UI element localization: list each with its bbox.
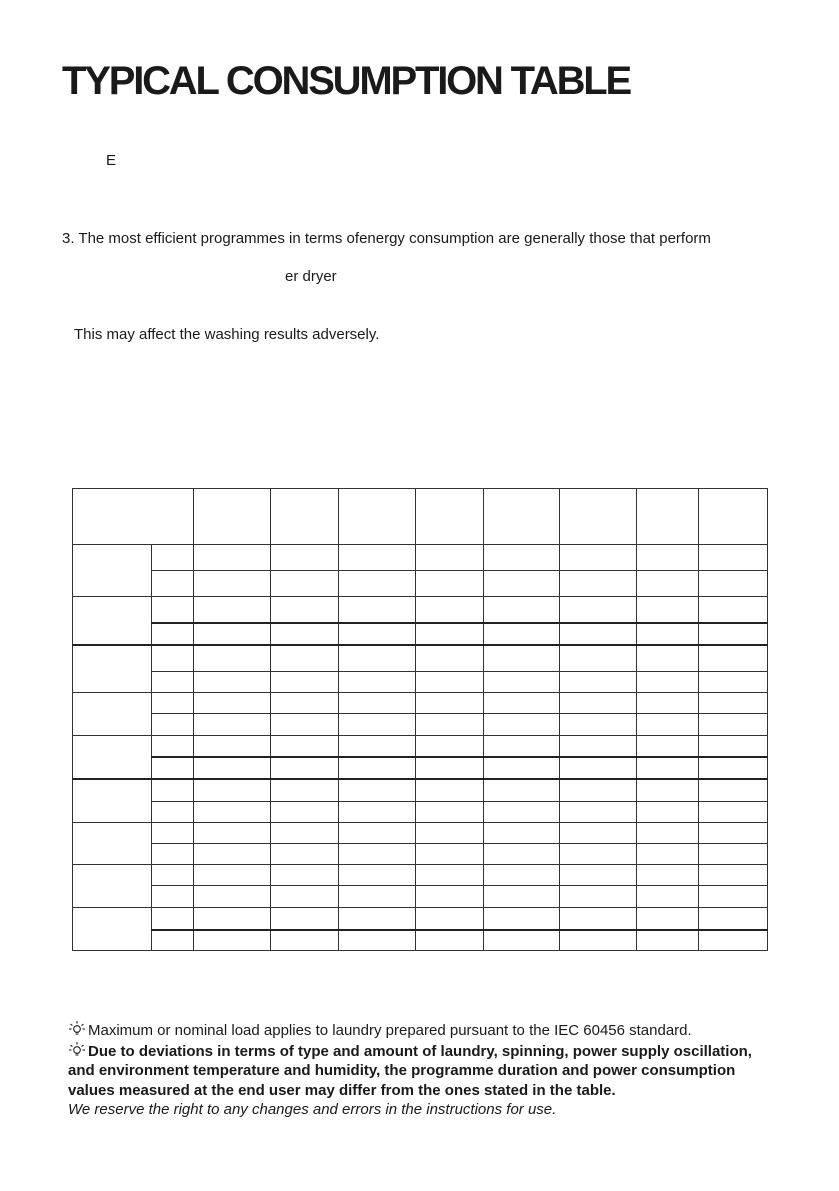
- table-header-cell: [416, 489, 484, 545]
- table-row: [73, 623, 768, 645]
- table-cell: [152, 571, 194, 597]
- warning-text: This may affect the washing results adversely.: [74, 326, 380, 343]
- table-header-row: [73, 489, 768, 545]
- table-cell: [194, 736, 271, 758]
- table-cell: [484, 545, 560, 571]
- efficiency-note: 3. The most efficient programmes in terms ofenergy consumption are generally those that perform: [62, 230, 711, 247]
- table-cell: [637, 623, 699, 645]
- table-cell: [560, 571, 637, 597]
- table-cell: [152, 597, 194, 624]
- table-cell: [560, 714, 637, 736]
- deviation-note-text: Due to deviations in terms of type and amount of laundry, spinning, power supply oscillation, and environment temperature and humidity, the programme duration and power consumption values measured at the end user may differ from the ones stated in the table.: [68, 1042, 752, 1099]
- programme-cell: [73, 693, 152, 736]
- text-fragment-dryer: er dryer: [285, 268, 337, 285]
- table-row: [73, 545, 768, 571]
- table-cell: [194, 623, 271, 645]
- table-cell: [271, 865, 339, 886]
- table-cell: [416, 886, 484, 908]
- table-cell: [560, 844, 637, 865]
- table-cell: [637, 714, 699, 736]
- table-cell: [194, 645, 271, 672]
- table-cell: [484, 844, 560, 865]
- table-cell: [152, 672, 194, 693]
- table-cell: [699, 736, 768, 758]
- table-cell: [484, 571, 560, 597]
- table-cell: [484, 597, 560, 624]
- table-cell: [416, 779, 484, 802]
- table-cell: [271, 672, 339, 693]
- table-row: [73, 672, 768, 693]
- table-cell: [194, 545, 271, 571]
- table-cell: [271, 714, 339, 736]
- table-cell: [637, 823, 699, 844]
- table-cell: [416, 693, 484, 714]
- table-row: [73, 823, 768, 844]
- table-cell: [194, 714, 271, 736]
- table-cell: [271, 930, 339, 951]
- table-cell: [637, 736, 699, 758]
- table-cell: [560, 930, 637, 951]
- table-header-cell: [699, 489, 768, 545]
- table-cell: [560, 757, 637, 779]
- table-cell: [152, 623, 194, 645]
- programme-cell: [73, 908, 152, 951]
- table-cell: [152, 865, 194, 886]
- table-cell: [416, 823, 484, 844]
- table-cell: [484, 908, 560, 931]
- table-cell: [699, 693, 768, 714]
- table-cell: [560, 597, 637, 624]
- table-row: [73, 844, 768, 865]
- table-cell: [194, 802, 271, 823]
- table-cell: [339, 930, 416, 951]
- table-cell: [484, 693, 560, 714]
- table-cell: [339, 672, 416, 693]
- table-cell: [339, 645, 416, 672]
- table-cell: [416, 714, 484, 736]
- table-cell: [194, 823, 271, 844]
- table-cell: [271, 571, 339, 597]
- table-cell: [416, 844, 484, 865]
- table-cell: [339, 623, 416, 645]
- table-cell: [339, 865, 416, 886]
- table-cell: [152, 844, 194, 865]
- table-row: [73, 693, 768, 714]
- table-cell: [699, 623, 768, 645]
- table-cell: [416, 672, 484, 693]
- table-cell: [637, 757, 699, 779]
- table-cell: [194, 672, 271, 693]
- table-row: [73, 930, 768, 951]
- table-cell: [339, 886, 416, 908]
- table-cell: [271, 597, 339, 624]
- table-cell: [339, 823, 416, 844]
- table-cell: [560, 886, 637, 908]
- table-cell: [152, 545, 194, 571]
- table-cell: [484, 886, 560, 908]
- table-cell: [637, 802, 699, 823]
- table-cell: [416, 802, 484, 823]
- table-cell: [560, 645, 637, 672]
- programme-cell: [73, 865, 152, 908]
- table-cell: [484, 930, 560, 951]
- table-cell: [152, 823, 194, 844]
- table-cell: [484, 623, 560, 645]
- load-note: [68, 1020, 778, 1041]
- lightbulb-icon: [68, 1041, 86, 1059]
- table-cell: [152, 736, 194, 758]
- table-cell: [416, 865, 484, 886]
- table-cell: [484, 823, 560, 844]
- table-cell: [194, 693, 271, 714]
- table-cell: [416, 597, 484, 624]
- table-cell: [339, 802, 416, 823]
- table-cell: [152, 645, 194, 672]
- table-cell: [699, 844, 768, 865]
- table-header-cell: [339, 489, 416, 545]
- table-cell: [271, 886, 339, 908]
- table-cell: [699, 597, 768, 624]
- table-cell: [416, 930, 484, 951]
- table-cell: [416, 908, 484, 931]
- table-cell: [560, 545, 637, 571]
- table-cell: [339, 545, 416, 571]
- table-row: [73, 908, 768, 931]
- table-cell: [194, 865, 271, 886]
- table-cell: [152, 802, 194, 823]
- table-cell: [271, 645, 339, 672]
- table-cell: [699, 865, 768, 886]
- table-cell: [194, 908, 271, 931]
- table-cell: [271, 545, 339, 571]
- table-cell: [484, 645, 560, 672]
- programme-cell: [73, 779, 152, 823]
- table-cell: [271, 693, 339, 714]
- table-cell: [560, 823, 637, 844]
- table-cell: [339, 736, 416, 758]
- table-cell: [194, 886, 271, 908]
- table-row: [73, 645, 768, 672]
- table-cell: [484, 779, 560, 802]
- table-row: [73, 597, 768, 624]
- table-cell: [484, 714, 560, 736]
- table-cell: [560, 623, 637, 645]
- table-cell: [339, 714, 416, 736]
- table-cell: [484, 757, 560, 779]
- table-cell: [271, 802, 339, 823]
- table-cell: [194, 844, 271, 865]
- table-cell: [560, 736, 637, 758]
- table-cell: [699, 645, 768, 672]
- table-cell: [484, 672, 560, 693]
- table-header-cell: [194, 489, 271, 545]
- table-cell: [271, 779, 339, 802]
- table-cell: [560, 802, 637, 823]
- table-cell: [637, 779, 699, 802]
- table-row: [73, 714, 768, 736]
- table-cell: [416, 757, 484, 779]
- consumption-table: [72, 488, 768, 951]
- table-cell: [194, 930, 271, 951]
- table-header-cell: [484, 489, 560, 545]
- load-note-text: Maximum or nominal load applies to laundry prepared pursuant to the IEC 60456 standard.: [88, 1022, 692, 1039]
- table-cell: [152, 779, 194, 802]
- table-cell: [699, 672, 768, 693]
- table-row: [73, 886, 768, 908]
- table-cell: [271, 844, 339, 865]
- table-cell: [194, 757, 271, 779]
- table-cell: [271, 908, 339, 931]
- table-cell: [699, 779, 768, 802]
- table-row: [73, 757, 768, 779]
- table-cell: [699, 930, 768, 951]
- table-cell: [637, 645, 699, 672]
- table-cell: [699, 823, 768, 844]
- reserve-note: We reserve the right to any changes and errors in the instructions for use.: [68, 1101, 557, 1118]
- table-cell: [637, 571, 699, 597]
- table-row: [73, 571, 768, 597]
- table-cell: [637, 844, 699, 865]
- table-cell: [637, 930, 699, 951]
- table-cell: [637, 693, 699, 714]
- table-cell: [699, 802, 768, 823]
- table-cell: [699, 886, 768, 908]
- table-row: [73, 736, 768, 758]
- table-cell: [699, 757, 768, 779]
- table-cell: [271, 736, 339, 758]
- table-header-cell: [271, 489, 339, 545]
- lightbulb-icon: [68, 1020, 86, 1038]
- table-cell: [699, 714, 768, 736]
- table-cell: [152, 930, 194, 951]
- table-cell: [271, 623, 339, 645]
- text-fragment-e: E: [106, 152, 117, 169]
- table-cell: [339, 908, 416, 931]
- table-cell: [152, 714, 194, 736]
- table-cell: [560, 908, 637, 931]
- page-title: TYPICAL CONSUMPTION TABLE: [62, 59, 630, 103]
- table-row: [73, 865, 768, 886]
- table-cell: [416, 571, 484, 597]
- programme-cell: [73, 736, 152, 780]
- table-row: [73, 779, 768, 802]
- table-cell: [637, 672, 699, 693]
- table-cell: [560, 672, 637, 693]
- programme-cell: [73, 597, 152, 646]
- table-cell: [560, 693, 637, 714]
- table-cell: [271, 823, 339, 844]
- table-cell: [339, 597, 416, 624]
- programme-cell: [73, 645, 152, 693]
- table-cell: [339, 779, 416, 802]
- table-cell: [699, 571, 768, 597]
- table-cell: [194, 571, 271, 597]
- table-cell: [416, 623, 484, 645]
- programme-cell: [73, 545, 152, 597]
- table-cell: [152, 908, 194, 931]
- table-cell: [339, 571, 416, 597]
- table-cell: [416, 736, 484, 758]
- table-cell: [560, 865, 637, 886]
- table-cell: [416, 645, 484, 672]
- table-cell: [484, 865, 560, 886]
- table-cell: [152, 693, 194, 714]
- table-cell: [484, 802, 560, 823]
- table-cell: [637, 545, 699, 571]
- table-cell: [637, 865, 699, 886]
- deviation-note: [68, 1041, 778, 1101]
- table-cell: [416, 545, 484, 571]
- table-cell: [152, 757, 194, 779]
- table-cell: [699, 908, 768, 931]
- footnotes: [68, 1020, 778, 1120]
- table-cell: [637, 886, 699, 908]
- table-header-cell: [560, 489, 637, 545]
- table-cell: [637, 597, 699, 624]
- table-cell: [152, 886, 194, 908]
- table-cell: [339, 757, 416, 779]
- table-row: [73, 802, 768, 823]
- table-cell: [637, 908, 699, 931]
- table-cell: [271, 757, 339, 779]
- table-cell: [699, 545, 768, 571]
- table-cell: [194, 597, 271, 624]
- table-cell: [339, 844, 416, 865]
- table-cell: [194, 779, 271, 802]
- table-header-cell: [637, 489, 699, 545]
- table-cell: [560, 779, 637, 802]
- table-header-cell: [73, 489, 194, 545]
- programme-cell: [73, 823, 152, 865]
- table-cell: [484, 736, 560, 758]
- table-cell: [339, 693, 416, 714]
